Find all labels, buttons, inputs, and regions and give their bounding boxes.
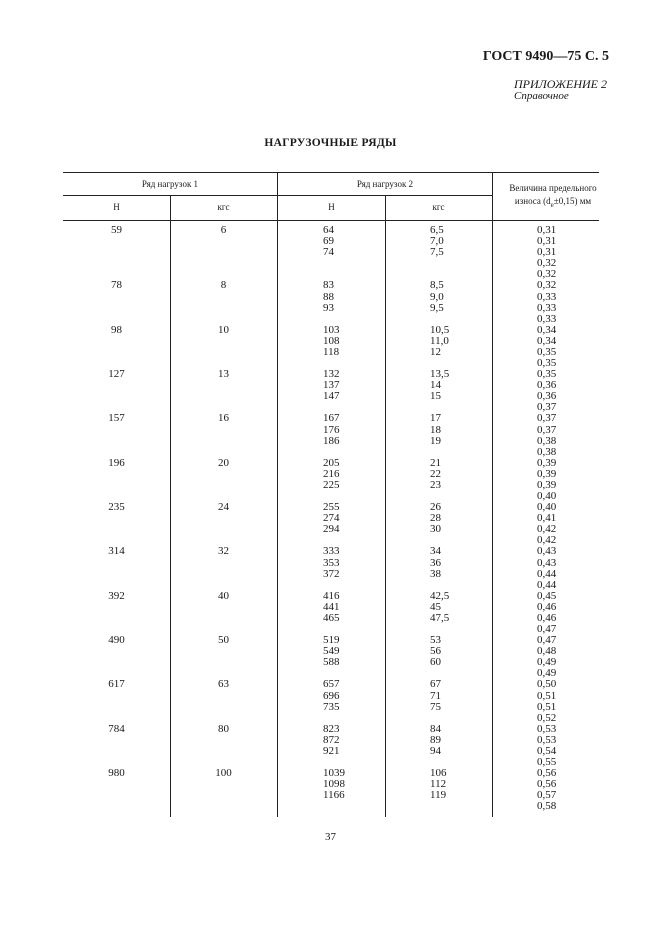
header-wear-line2: износа (d: [514, 196, 551, 206]
cell-load-kgs-2: 45: [430, 600, 441, 613]
cell-wear: 0,46: [537, 611, 557, 624]
cell-wear: 0,37: [537, 412, 557, 425]
cell-wear: 0,36: [537, 379, 557, 392]
cell-wear: 0,44: [537, 567, 557, 580]
header-wear: [493, 182, 613, 212]
cell-load-n-1: 235: [108, 501, 125, 514]
cell-load-kgs-1: 16: [218, 412, 229, 425]
cell-wear: 0,33: [537, 301, 557, 314]
cell-wear: 0,55: [537, 756, 557, 769]
cell-load-n-2: 132: [323, 368, 340, 381]
cell-wear: 0,57: [537, 789, 557, 802]
cell-load-kgs-1: 24: [218, 501, 229, 514]
cell-wear: 0,35: [537, 345, 557, 358]
cell-load-kgs-2: 18: [430, 423, 441, 436]
cell-wear: 0,40: [537, 490, 557, 503]
cell-wear: 0,53: [537, 722, 557, 735]
cell-load-kgs-1: 8: [220, 279, 227, 292]
cell-wear: 0,32: [537, 257, 557, 270]
header-wear-line2-end: ±0,15) мм: [553, 196, 592, 206]
cell-load-kgs-2: 11,0: [430, 334, 449, 347]
cell-wear: 0,32: [537, 279, 557, 292]
cell-load-kgs-2: 15: [430, 390, 441, 403]
cell-load-n-2: 416: [323, 589, 340, 602]
cell-load-n-1: 127: [108, 368, 125, 381]
cell-load-n-2: 93: [323, 301, 334, 314]
cell-wear: 0,39: [537, 478, 557, 491]
header-series-1: Ряд нагрузок 1: [141, 179, 199, 189]
cell-wear: 0,47: [537, 623, 557, 636]
divider-group: [277, 172, 278, 817]
cell-load-n-2: 167: [323, 412, 340, 425]
cell-load-kgs-2: 84: [430, 722, 441, 735]
cell-wear: 0,37: [537, 401, 557, 414]
cell-load-n-1: 617: [108, 678, 125, 691]
cell-wear: 0,35: [537, 357, 557, 370]
cell-load-kgs-2: 7,0: [430, 235, 444, 248]
cell-load-kgs-2: 6,5: [430, 224, 444, 236]
cell-load-n-2: 696: [323, 689, 340, 702]
cell-wear: 0,46: [537, 600, 557, 613]
cell-wear: 0,38: [537, 434, 557, 447]
cell-wear: 0,36: [537, 390, 557, 403]
header-wear-line1: Величина предельного: [509, 183, 597, 193]
cell-load-kgs-1: 63: [218, 678, 229, 691]
cell-load-kgs-1: 100: [215, 767, 232, 780]
cell-load-kgs-2: 26: [430, 501, 441, 514]
cell-load-n-2: 255: [323, 501, 340, 514]
cell-wear: 0,50: [537, 678, 557, 691]
header-series-2: Ряд нагрузок 2: [356, 179, 414, 189]
cell-wear: 0,34: [537, 323, 557, 336]
cell-load-n-2: 186: [323, 434, 340, 447]
cell-wear: 0,40: [537, 501, 557, 514]
cell-wear: 0,31: [537, 224, 557, 236]
cell-load-kgs-1: 6: [220, 224, 227, 236]
cell-wear: 0,32: [537, 268, 557, 281]
cell-wear: 0,49: [537, 667, 557, 680]
cell-load-kgs-1: 13: [218, 368, 229, 381]
cell-wear: 0,38: [537, 445, 557, 458]
cell-load-kgs-2: 9,0: [430, 290, 444, 303]
cell-load-n-2: 465: [323, 611, 340, 624]
cell-load-kgs-2: 21: [430, 456, 441, 469]
cell-load-kgs-2: 12: [430, 345, 441, 358]
cell-load-kgs-2: 34: [430, 545, 441, 558]
cell-load-n-2: 216: [323, 467, 340, 480]
cell-wear: 0,51: [537, 700, 557, 713]
cell-load-n-2: 1098: [323, 778, 345, 791]
cell-load-n-1: 157: [108, 412, 125, 425]
cell-load-n-2: 137: [323, 379, 340, 392]
cell-load-n-2: 921: [323, 744, 340, 757]
cell-load-kgs-2: 67: [430, 678, 441, 691]
cell-wear: 0,39: [537, 456, 557, 469]
cell-load-n-2: 118: [323, 345, 340, 358]
cell-load-n-2: 205: [323, 456, 340, 469]
cell-load-n-2: 225: [323, 478, 340, 491]
cell-load-n-2: 823: [323, 722, 340, 735]
page-title: НАГРУЗОЧНЫЕ РЯДЫ: [264, 137, 397, 149]
cell-load-n-2: 274: [323, 512, 340, 525]
cell-load-kgs-2: 17: [430, 412, 441, 425]
cell-wear: 0,47: [537, 634, 557, 647]
cell-load-kgs-2: 22: [430, 467, 441, 480]
page-number: 37: [325, 831, 336, 843]
cell-wear: 0,31: [537, 246, 557, 259]
cell-load-n-2: 176: [323, 423, 340, 436]
cell-wear: 0,53: [537, 733, 557, 746]
cell-load-n-1: 196: [108, 456, 125, 469]
cell-load-kgs-2: 75: [430, 700, 441, 713]
cell-load-n-2: 108: [323, 334, 340, 347]
table-top-rule: [63, 172, 599, 173]
header-n-1: Н: [113, 202, 120, 212]
cell-load-kgs-2: 47,5: [430, 611, 450, 624]
cell-load-n-2: 88: [323, 290, 334, 303]
cell-load-n-1: 980: [108, 767, 125, 780]
cell-load-kgs-2: 38: [430, 567, 441, 580]
cell-load-kgs-2: 60: [430, 656, 441, 669]
cell-load-n-2: 103: [323, 323, 340, 336]
cell-load-kgs-2: 112: [430, 778, 447, 791]
header-bottom-rule: [63, 220, 599, 221]
cell-load-kgs-1: 40: [218, 589, 229, 602]
cell-load-n-2: 64: [323, 224, 334, 236]
cell-load-kgs-1: 50: [218, 634, 229, 647]
cell-load-kgs-2: 94: [430, 744, 441, 757]
cell-load-kgs-2: 23: [430, 478, 441, 491]
cell-wear: 0,31: [537, 235, 557, 248]
cell-wear: 0,39: [537, 467, 557, 480]
cell-load-kgs-2: 7,5: [430, 246, 444, 259]
cell-wear: 0,48: [537, 645, 557, 658]
cell-load-n-1: 78: [111, 279, 122, 292]
cell-wear: 0,56: [537, 778, 557, 791]
cell-load-kgs-2: 28: [430, 512, 441, 525]
cell-wear: 0,41: [537, 512, 557, 525]
cell-wear: 0,43: [537, 556, 557, 569]
cell-wear: 0,54: [537, 744, 557, 757]
cell-load-kgs-2: 9,5: [430, 301, 444, 314]
cell-load-n-2: 588: [323, 656, 340, 669]
cell-wear: 0,33: [537, 312, 557, 325]
cell-load-kgs-2: 30: [430, 523, 441, 536]
cell-load-n-2: 69: [323, 235, 334, 248]
cell-load-n-2: 657: [323, 678, 340, 691]
cell-wear: 0,49: [537, 656, 557, 669]
cell-load-kgs-2: 8,5: [430, 279, 444, 292]
header-kgs-2: кгс: [432, 202, 445, 212]
cell-load-n-2: 519: [323, 634, 340, 647]
cell-wear: 0,42: [537, 523, 557, 536]
cell-wear: 0,56: [537, 767, 557, 780]
cell-wear: 0,58: [537, 800, 557, 813]
cell-wear: 0,44: [537, 578, 557, 591]
cell-load-n-1: 490: [108, 634, 125, 647]
cell-wear: 0,45: [537, 589, 557, 602]
cell-load-n-2: 333: [323, 545, 340, 558]
cell-load-kgs-2: 56: [430, 645, 441, 658]
cell-load-n-2: 735: [323, 700, 340, 713]
cell-load-kgs-2: 14: [430, 379, 441, 392]
cell-load-n-1: 392: [108, 589, 125, 602]
cell-load-n-2: 1166: [323, 789, 345, 802]
cell-load-kgs-1: 32: [218, 545, 229, 558]
cell-load-kgs-1: 10: [218, 323, 229, 336]
cell-load-kgs-2: 10,5: [430, 323, 450, 336]
cell-wear: 0,43: [537, 545, 557, 558]
cell-wear: 0,42: [537, 534, 557, 547]
cell-load-n-2: 372: [323, 567, 340, 580]
cell-load-kgs-2: 53: [430, 634, 441, 647]
cell-wear: 0,33: [537, 290, 557, 303]
appendix-type: Справочное: [514, 90, 569, 102]
cell-wear: 0,37: [537, 423, 557, 436]
cell-load-n-2: 549: [323, 645, 340, 658]
cell-load-n-2: 441: [323, 600, 340, 613]
cell-load-n-2: 74: [323, 246, 334, 259]
header-n-2: Н: [328, 202, 335, 212]
cell-load-kgs-2: 36: [430, 556, 441, 569]
header-wear-subscript: е: [550, 200, 554, 209]
cell-load-n-2: 1039: [323, 767, 345, 780]
cell-wear: 0,34: [537, 334, 557, 347]
cell-load-n-1: 784: [108, 722, 125, 735]
cell-load-kgs-2: 19: [430, 434, 441, 447]
cell-load-n-2: 147: [323, 390, 340, 403]
cell-load-kgs-2: 42,5: [430, 589, 450, 602]
cell-load-n-2: 353: [323, 556, 340, 569]
cell-load-kgs-1: 80: [218, 722, 229, 735]
cell-load-n-2: 294: [323, 523, 340, 536]
cell-load-kgs-2: 13,5: [430, 368, 450, 381]
cell-load-n-2: 83: [323, 279, 334, 292]
cell-load-kgs-2: 119: [430, 789, 447, 802]
cell-wear: 0,51: [537, 689, 557, 702]
document-code: ГОСТ 9490—75 С. 5: [482, 49, 609, 64]
cell-load-n-1: 98: [111, 323, 122, 336]
cell-wear: 0,52: [537, 711, 557, 724]
cell-load-n-1: 314: [108, 545, 125, 558]
cell-load-n-2: 872: [323, 733, 340, 746]
cell-wear: 0,35: [537, 368, 557, 381]
cell-load-kgs-2: 106: [430, 767, 447, 780]
cell-load-kgs-2: 89: [430, 733, 441, 746]
cell-load-kgs-1: 20: [218, 456, 229, 469]
header-kgs-1: кгс: [217, 202, 230, 212]
appendix-label: ПРИЛОЖЕНИЕ 2: [514, 77, 607, 91]
cell-load-n-1: 59: [111, 224, 122, 236]
cell-load-kgs-2: 71: [430, 689, 441, 702]
